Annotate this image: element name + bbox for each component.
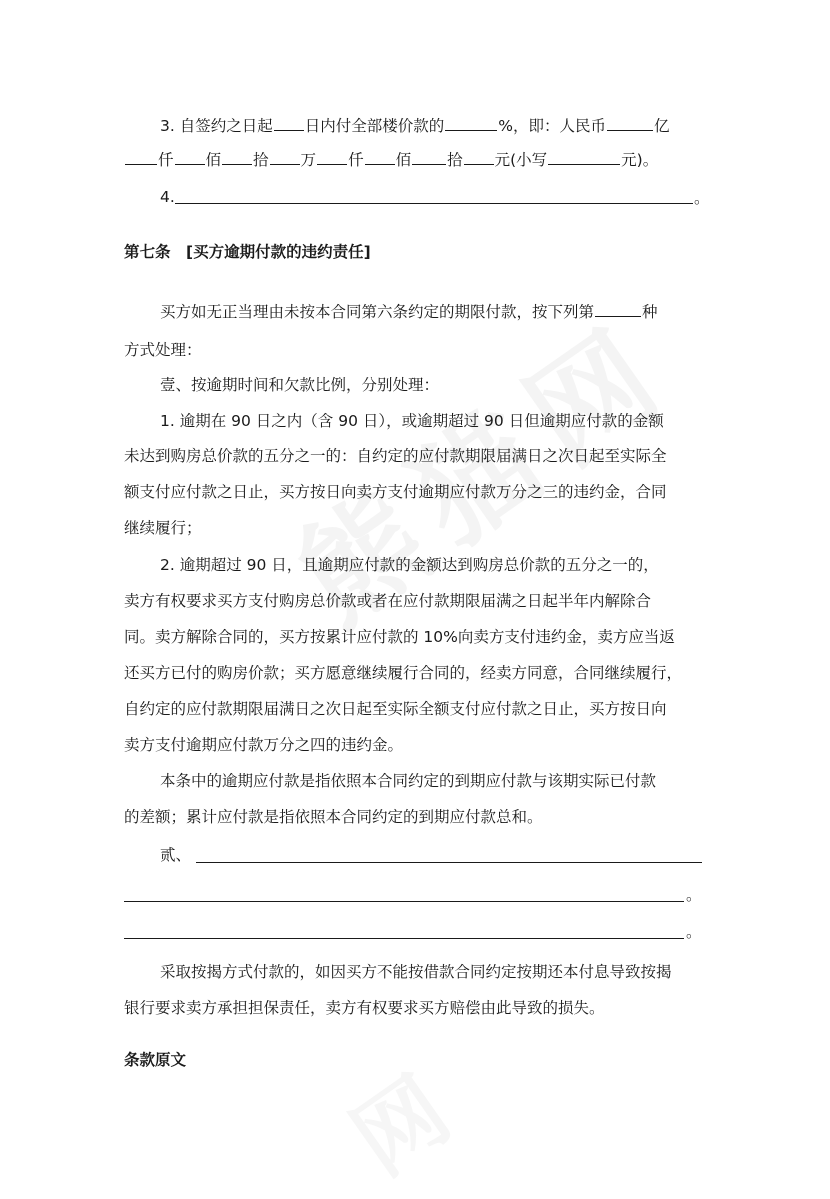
mortgage-line: 银行要求卖方承担担保责任，卖方有权要求买方赔偿由此导致的损失。 [124,999,605,1017]
intro-line1: 买方如无正当理由未按本合同第六条约定的期限付款，按下列第 种 [160,303,658,321]
option2-label: 贰、 [160,846,192,864]
blank-percent [445,115,497,131]
item4-end: 。 [694,189,710,207]
para2-line: 还买方已付的购房价款；买方愿意继续履行合同的，经卖方同意，合同继续履行， [124,664,683,682]
blank-option-choice [595,301,641,317]
definition-line: 的差额；累计应付款是指依照本合同约定的到期应付款总和。 [124,808,543,826]
article7-heading: 第七条 [买方逾期付款的违约责任] [124,243,371,261]
intro-line2: 方式处理： [124,341,202,359]
blank-xiaoxie [548,149,620,165]
definition-line: 本条中的逾期应付款是指依照本合同约定的到期应付款与该期实际已付款 [160,772,657,790]
item3-line2: 仟 佰 拾 万 仟 佰 拾 元(小写 元)。 [124,148,658,172]
option2-end-2: 。 [686,923,702,941]
blank-days [274,115,304,131]
para2-line: 卖方支付逾期应付款万分之四的违约金。 [124,736,404,754]
para1-line: 1. 逾期在 90 日之内（含 90 日），或逾期超过 90 日但逾期应付款的金额 [160,412,664,430]
option2-blank-3 [124,938,684,939]
option2-blank-2 [124,901,684,902]
item4-blank [175,203,693,204]
blank-yi [607,115,653,131]
para1-line: 继续履行； [124,519,202,537]
para1-line: 未达到购房总价款的五分之一的：自约定的应付款期限届满日之次日起至实际全 [124,447,667,465]
para2-line: 2. 逾期超过 90 日，且逾期应付款的金额达到购房总价款的五分之一的， [160,556,659,574]
mortgage-line: 采取按揭方式付款的，如因买方不能按借款合同约定按期还本付息导致按揭 [160,963,672,981]
footer-heading: 条款原文 [124,1051,187,1069]
para2-line: 同。卖方解除合同的，买方按累计应付款的 10%向卖方支付违约金，卖方应当返 [124,628,675,646]
para2-line: 卖方有权要求买方支付购房总价款或者在应付款期限届满之日起半年内解除合 [124,592,652,610]
para1-line: 额支付应付款之日止，买方按日向卖方支付逾期应付款万分之三的违约金，合同 [124,483,667,501]
option2-blank-1 [196,862,702,863]
item3-line1: 3. 自签约之日起 日内付全部楼价款的 %，即：人民币 亿 [160,117,670,135]
option1-heading: 壹、按逾期时间和欠款比例，分别处理： [160,376,440,394]
para2-line: 自约定的应付款期限届满日之次日起至实际全额支付应付款之日止，买方按日向 [124,700,667,718]
item4-label: 4. [160,188,175,206]
option2-end-1: 。 [686,886,702,904]
